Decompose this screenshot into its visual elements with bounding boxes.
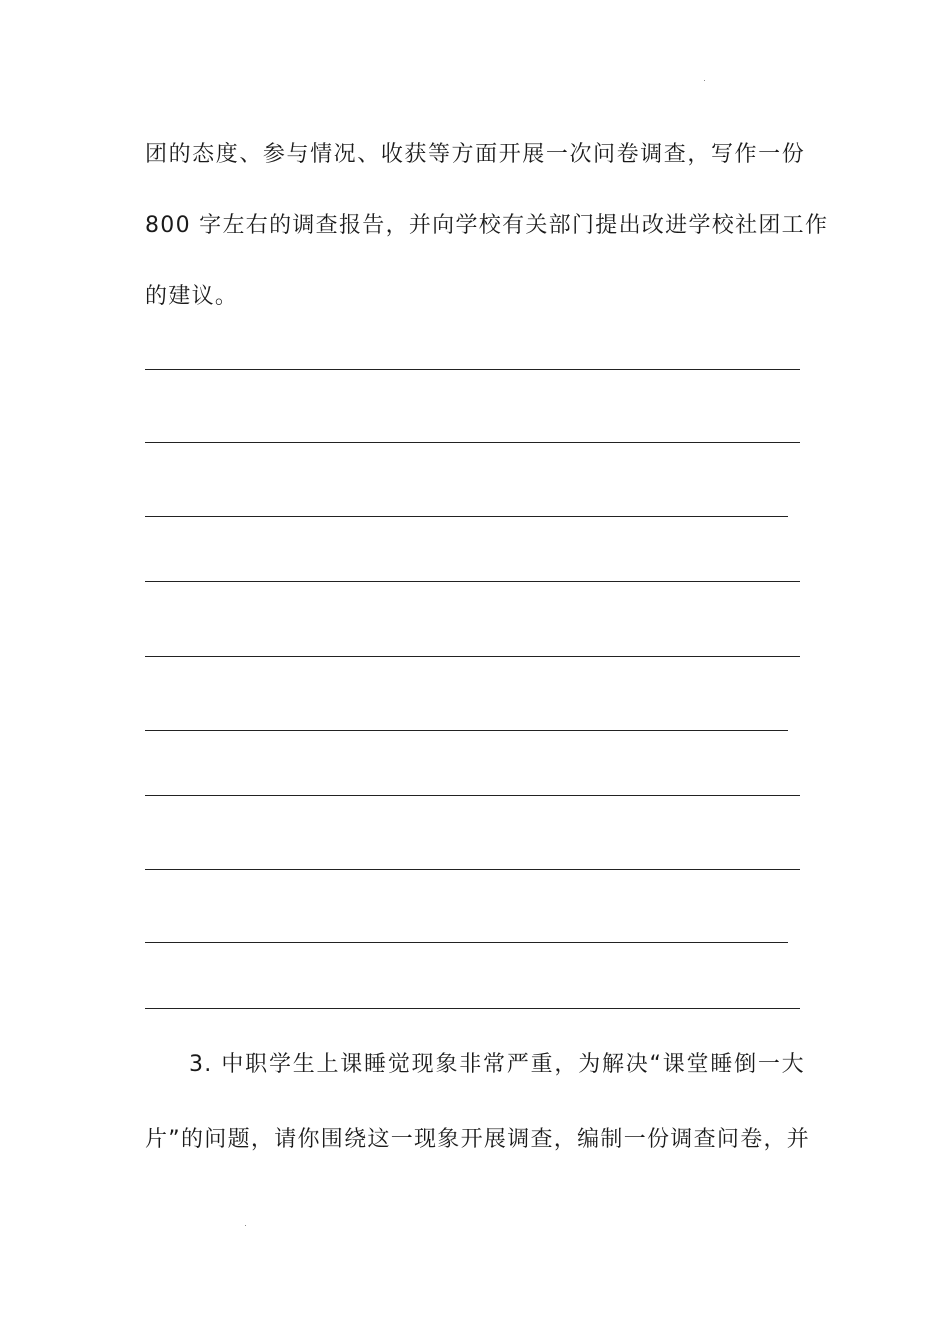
answer-line[interactable] [145, 730, 788, 731]
scan-speck [704, 80, 705, 81]
answer-line[interactable] [145, 795, 800, 796]
answer-line[interactable] [145, 442, 800, 443]
paragraph-line: 团的态度、参与情况、收获等方面开展一次问卷调查，写作一份 [145, 142, 805, 167]
paragraph-line: 800 字左右的调查报告，并向学校有关部门提出改进学校社团工作 [145, 213, 829, 238]
answer-line[interactable] [145, 1008, 800, 1009]
answer-line[interactable] [145, 369, 800, 370]
answer-line[interactable] [145, 656, 800, 657]
answer-line[interactable] [145, 869, 800, 870]
paragraph-line: 的建议。 [145, 284, 239, 309]
question-3-line: 3. 中职学生上课睡觉现象非常严重，为解决“课堂睡倒一大 [189, 1052, 805, 1077]
question-3-line: 片”的问题，请你围绕这一现象开展调查，编制一份调查问卷，并 [145, 1127, 811, 1152]
answer-line[interactable] [145, 581, 800, 582]
scan-speck [245, 1225, 246, 1226]
answer-line[interactable] [145, 942, 788, 943]
answer-line[interactable] [145, 516, 788, 517]
